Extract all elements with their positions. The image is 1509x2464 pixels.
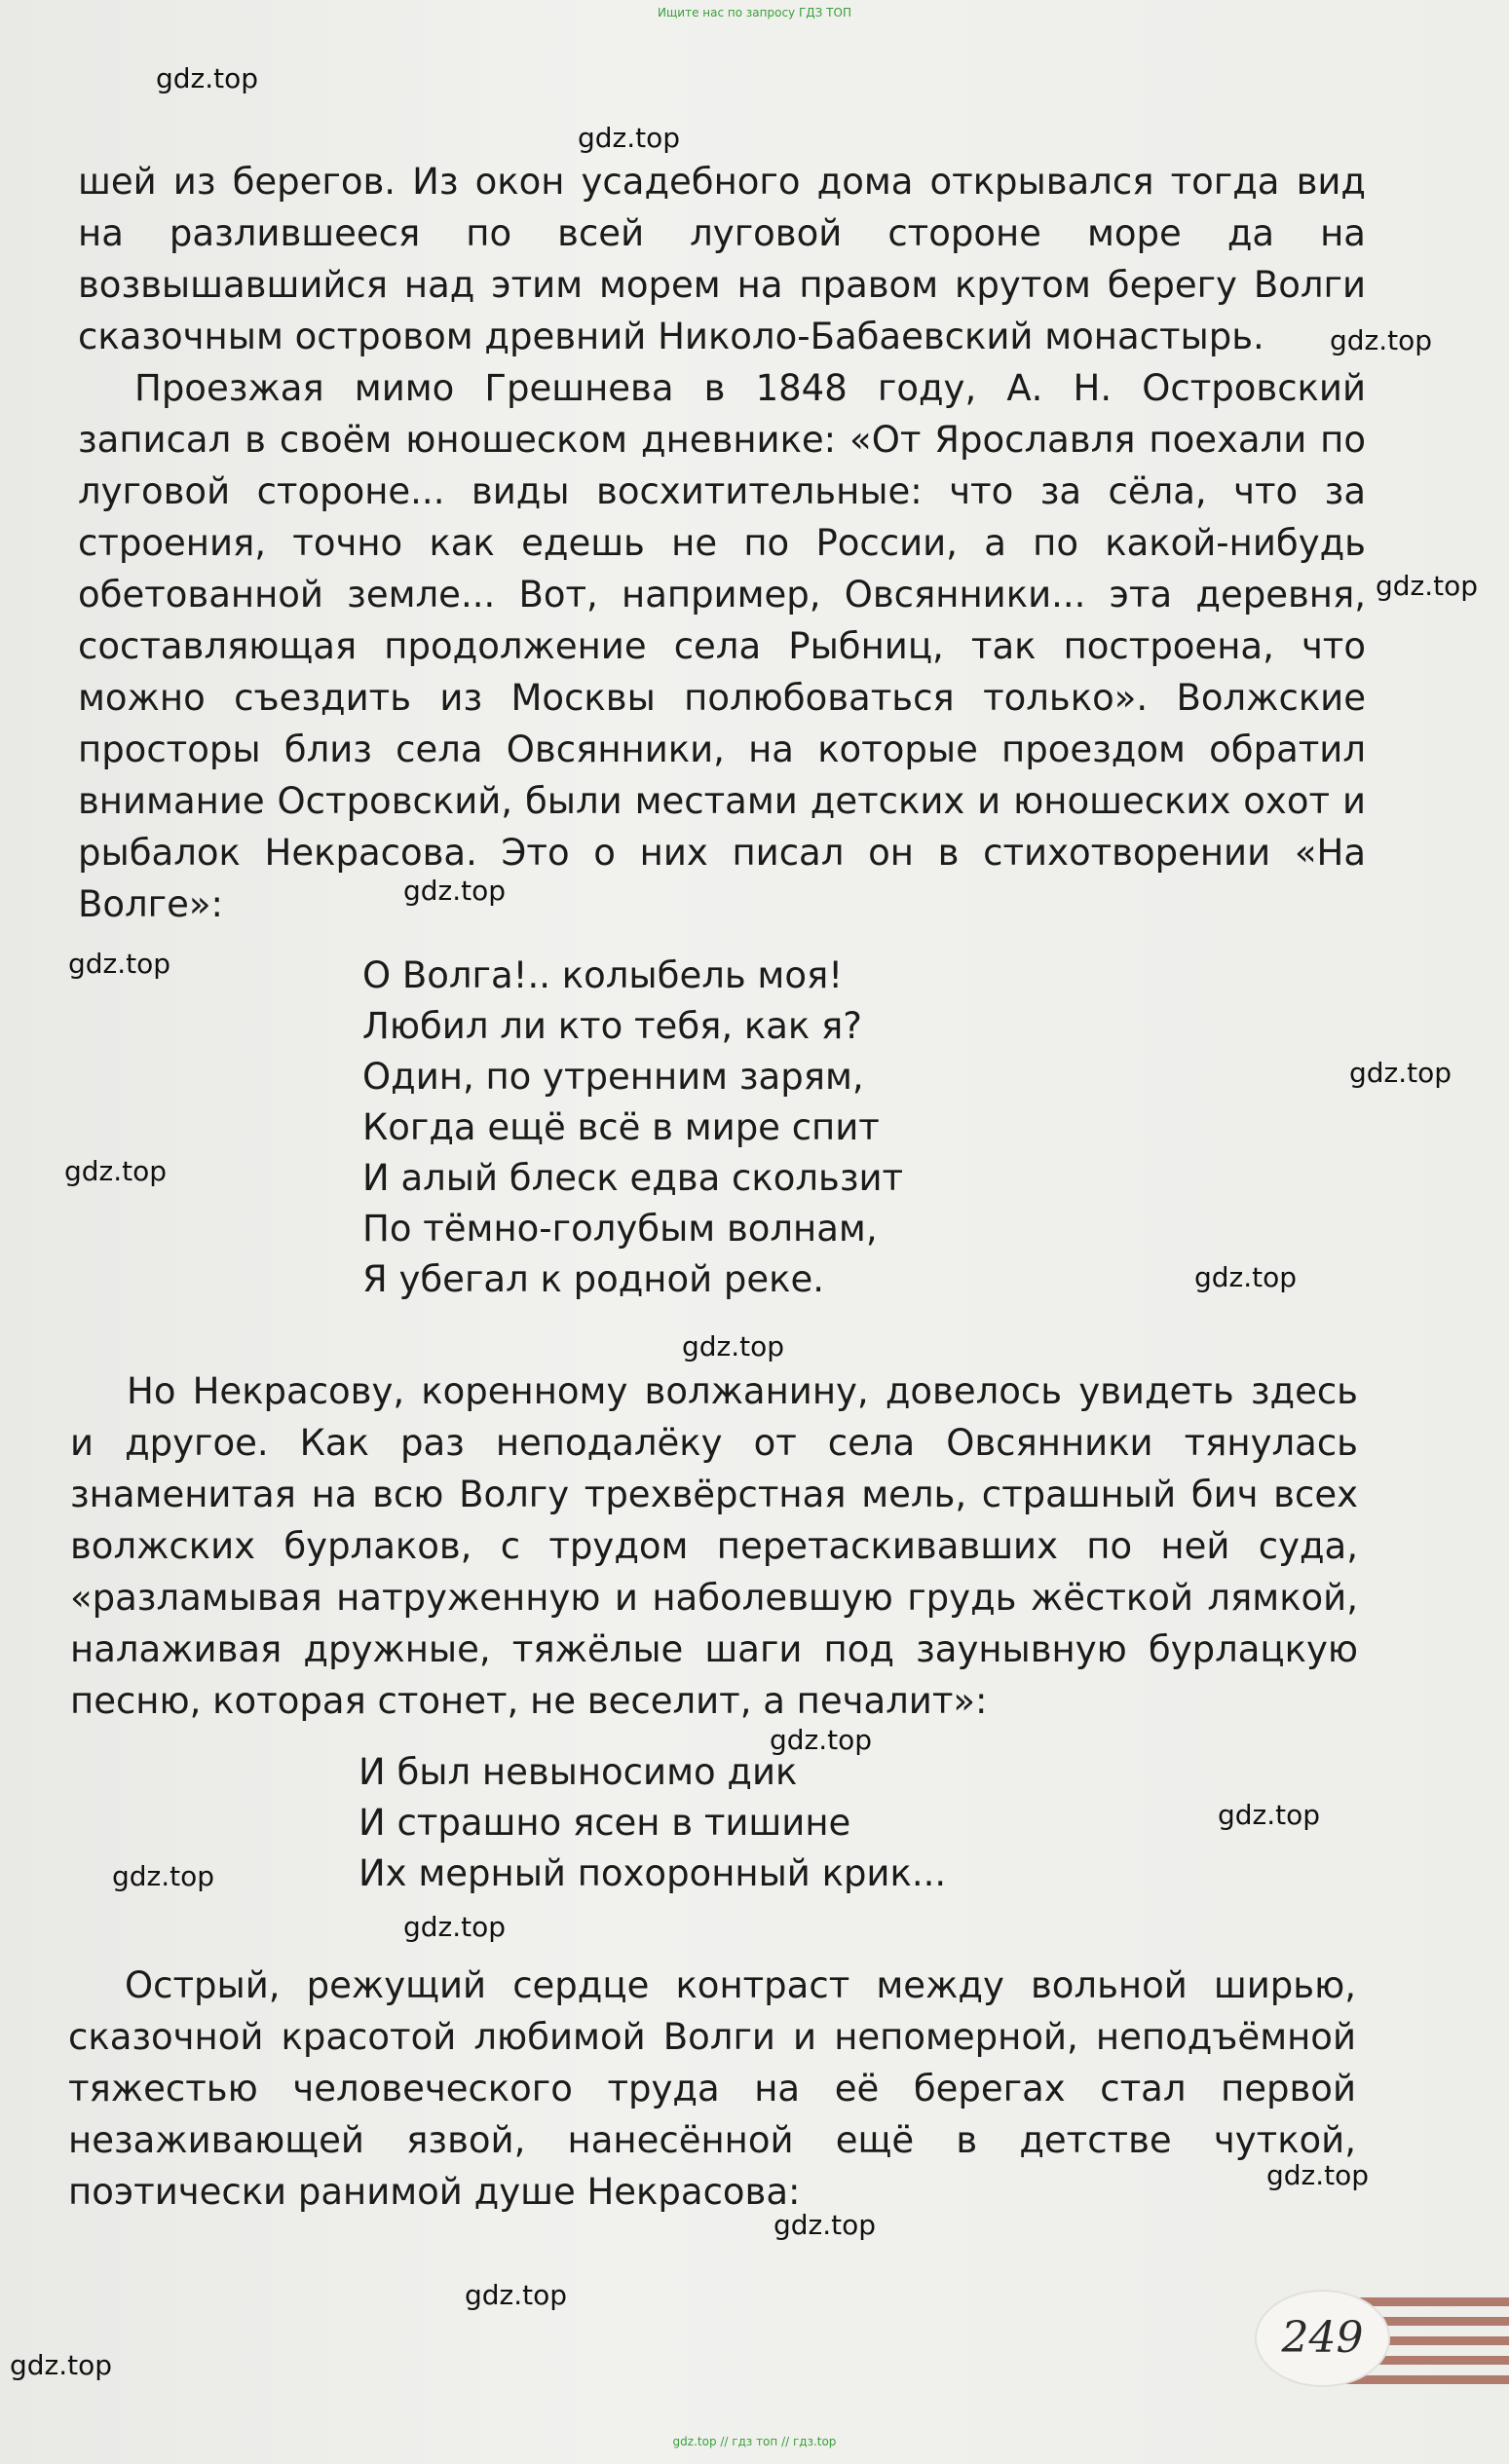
watermark: gdz.top — [1330, 324, 1433, 356]
watermark: gdz.top — [773, 2209, 877, 2241]
watermark: gdz.top — [64, 1155, 168, 1187]
paragraph-3: Но Некрасову, коренному волжанину, довелось увидеть здесь и другое. Как раз неподалёку от села Овсянники тянулась знаменитая на всю Волгу трехвёрстная мель, страшный бич всех волжских бурлаков, с трудом перетаскивавших по ней суда, «разламывая натруженную и наболевшую грудь жёсткой лямкой, налаживая дружные, тяжёлые шаги под заунывную бурлацкую песню, которая стонет, не веселит, а печалит»: — [70, 1370, 1358, 1722]
paragraph-4: Острый, режущий сердце контраст между вольной ширью, сказочной красотой любимой Волги и непомерной, неподъёмной тяжестью человеческого труда на её берегах стал первой незаживающей язвой, нанесённой ещё в детстве чуткой, поэтически ранимой душе Некрасова: — [68, 1964, 1356, 2213]
poem-line: И страшно ясен в тишине — [358, 1802, 851, 1844]
watermark: gdz.top — [465, 2279, 568, 2311]
top-banner: Ищите нас по запросу ГДЗ ТОП — [658, 6, 851, 19]
bottom-banner: gdz.top // гдз топ // гдз.top — [672, 2435, 837, 2448]
poem-line: О Волга!.. колыбель моя! — [362, 954, 844, 996]
watermark: gdz.top — [156, 62, 259, 94]
watermark: gdz.top — [682, 1330, 785, 1363]
watermark: gdz.top — [578, 122, 681, 154]
watermark: gdz.top — [1266, 2159, 1370, 2191]
poem-line: Любил ли кто тебя, как я? — [362, 1005, 862, 1047]
poem-burlaki — [358, 1747, 946, 1899]
poem-na-volge — [362, 951, 903, 1305]
watermark: gdz.top — [770, 1724, 873, 1756]
watermark: gdz.top — [403, 875, 507, 907]
page-number: 249 — [1281, 2313, 1364, 2363]
watermark: gdz.top — [1376, 570, 1479, 602]
paragraph-1: шей из берегов. Из окон усадебного дома открывался тогда вид на разлившееся по всей луговой стороне море да на возвышавшийся над этим морем на правом крутом берегу Волги сказочным островом древний Николо-Бабаевский монастырь. — [78, 161, 1366, 357]
watermark: gdz.top — [1194, 1261, 1298, 1293]
poem-line: По тёмно-голубым волнам, — [362, 1208, 878, 1250]
watermark: gdz.top — [1349, 1057, 1452, 1089]
watermark: gdz.top — [403, 1911, 507, 1943]
page-number-block — [1257, 2284, 1509, 2391]
poem-line: Их мерный похоронный крик... — [358, 1852, 947, 1894]
paragraph-2: Проезжая мимо Грешнева в 1848 году, А. Н. Островский записал в своём юношеском дневнике: «От Ярославля поехали по луговой стороне... виды восхитительные: что за сёла, что за строения, точно как едешь не по России, а по какой-нибудь обетованной земле... Вот, например, Овсянники... эта деревня, составляющая продолжение села Рыбниц, так построена, что можно съездить из Москвы полюбоваться только». Волжские просторы близ села Овсянники, на которые проездом обратил внимание Островский, были местами детских и юношеских охот и рыбалок Некрасова. Это о них писал он в стихотворении «На Волге»: — [78, 367, 1366, 925]
poem-line: Когда ещё всё в мире спит — [362, 1106, 880, 1148]
poem-line: И алый блеск едва скользит — [362, 1157, 904, 1199]
poem-line: И был невыносимо дик — [358, 1751, 798, 1793]
watermark: gdz.top — [10, 2349, 113, 2381]
watermark: gdz.top — [1218, 1799, 1321, 1831]
poem-line: Я убегал к родной реке. — [362, 1258, 825, 1300]
watermark: gdz.top — [112, 1860, 215, 1892]
poem-line: Один, по утренним зарям, — [362, 1056, 864, 1098]
watermark: gdz.top — [68, 948, 171, 980]
